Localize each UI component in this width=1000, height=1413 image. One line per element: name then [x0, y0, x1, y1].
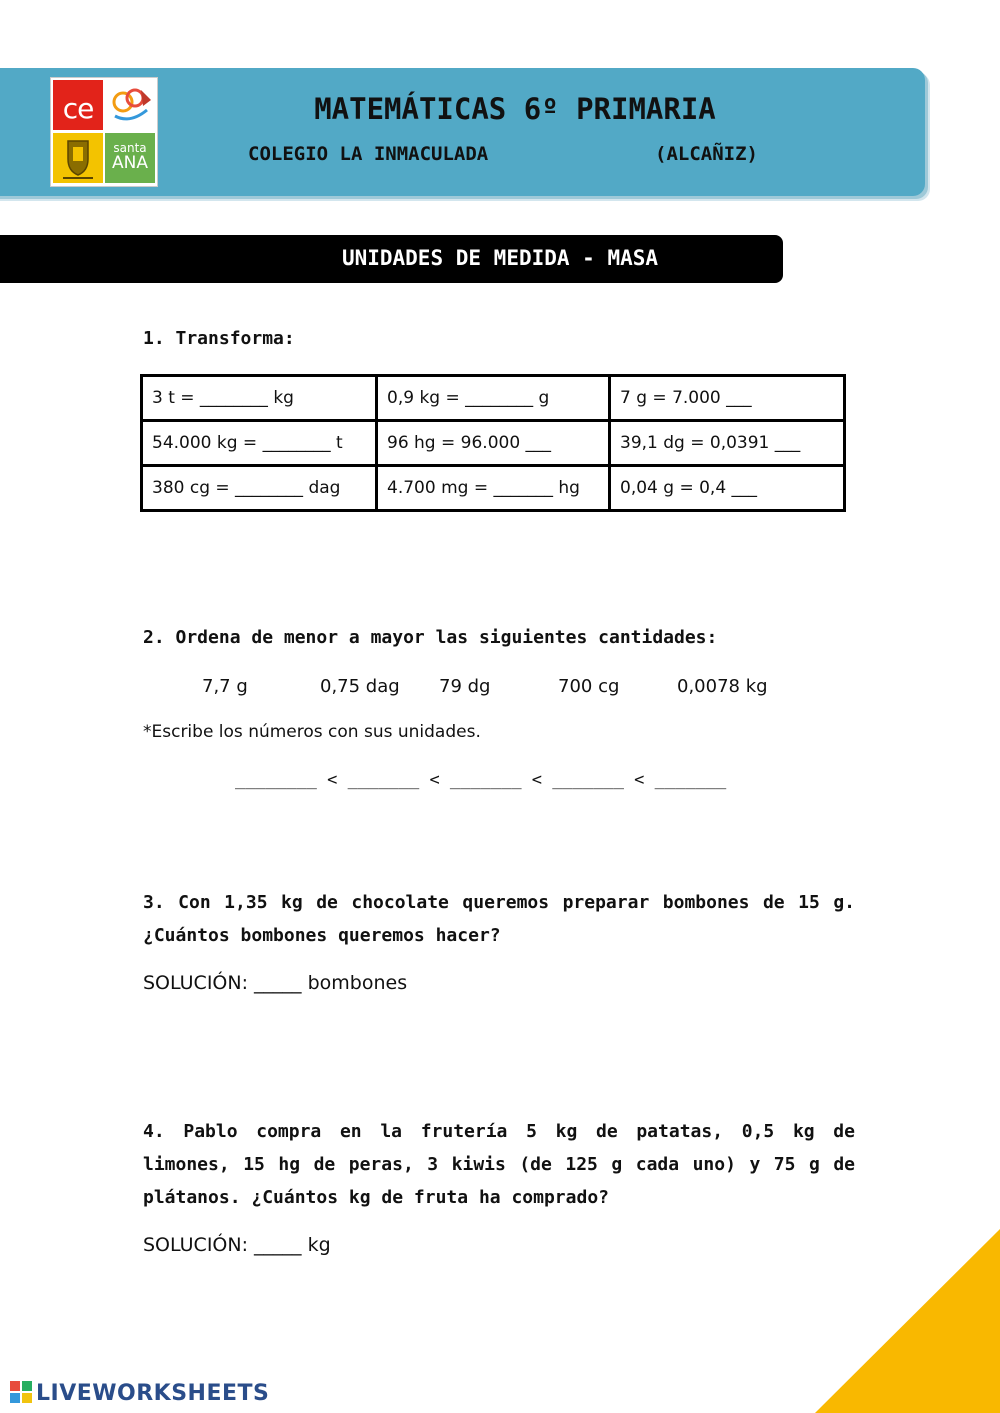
corner-decoration	[815, 1229, 1000, 1413]
conversion-cell[interactable]: 7 g = 7.000 ___	[610, 376, 845, 421]
table-row	[142, 376, 845, 421]
q2-note: *Escribe los números con sus unidades.	[143, 722, 481, 742]
liveworksheets-text: LIVEWORKSHEETS	[36, 1381, 270, 1406]
school-logo	[50, 77, 158, 187]
q3-text: 3. Con 1,35 kg de chocolate queremos preparar bombones de 15 g. ¿Cuántos bombones queremos hacer?	[143, 892, 855, 946]
q1-heading: 1. Transforma:	[143, 328, 295, 349]
conversion-cell[interactable]: 96 hg = 96.000 ___	[377, 421, 610, 466]
school-town: (ALCAÑIZ)	[655, 143, 758, 165]
quantity-item: 0,0078 kg	[677, 676, 768, 697]
conversion-cell[interactable]: 3 t = ________ kg	[142, 376, 377, 421]
liveworksheets-icon	[10, 1381, 32, 1403]
logo-ce: ce	[53, 80, 103, 130]
conversion-cell[interactable]: 0,9 kg = ________ g	[377, 376, 610, 421]
q2-heading: 2. Ordena de menor a mayor las siguientes cantidades:	[143, 627, 718, 648]
logo-emblem-icon	[105, 80, 155, 130]
logo-santa: santa	[113, 141, 147, 155]
liveworksheets-logo	[10, 1381, 269, 1406]
conversion-cell[interactable]: 380 cg = ________ dag	[142, 466, 377, 511]
q4-solution[interactable]: SOLUCIÓN: _____ kg	[143, 1234, 331, 1256]
quantity-item: 700 cg	[558, 676, 620, 697]
conversion-cell[interactable]: 39,1 dg = 0,0391 ___	[610, 421, 845, 466]
conversion-cell[interactable]: 0,04 g = 0,4 ___	[610, 466, 845, 511]
logo-santa-ana	[105, 133, 155, 183]
logo-ana: ANA	[112, 153, 148, 173]
section-title: UNIDADES DE MEDIDA - MASA	[341, 246, 659, 270]
table-row	[142, 466, 845, 511]
page-title: MATEMÁTICAS 6º PRIMARIA	[314, 92, 716, 126]
q3-solution[interactable]: SOLUCIÓN: _____ bombones	[143, 972, 408, 994]
conversion-cell[interactable]: 4.700 mg = _______ hg	[377, 466, 610, 511]
quantity-item: 79 dg	[439, 676, 491, 697]
school-name: COLEGIO LA INMACULADA	[248, 143, 489, 165]
conversion-cell[interactable]: 54.000 kg = ________ t	[142, 421, 377, 466]
table-row	[142, 421, 845, 466]
quantity-item: 7,7 g	[202, 676, 248, 697]
q4-text: 4. Pablo compra en la frutería 5 kg de patatas, 0,5 kg de limones, 15 hg de peras, 3 kiwis (de 125 g cada uno) y 75 g de plátanos. ¿Cuántos kg de fruta ha comprado?	[143, 1121, 855, 1208]
conversion-table	[140, 374, 846, 512]
quantity-item: 0,75 dag	[320, 676, 400, 697]
logo-shield-icon	[53, 133, 103, 183]
order-answer-line[interactable]: ________ < _______ < _______ < _______ < _______	[235, 770, 727, 790]
